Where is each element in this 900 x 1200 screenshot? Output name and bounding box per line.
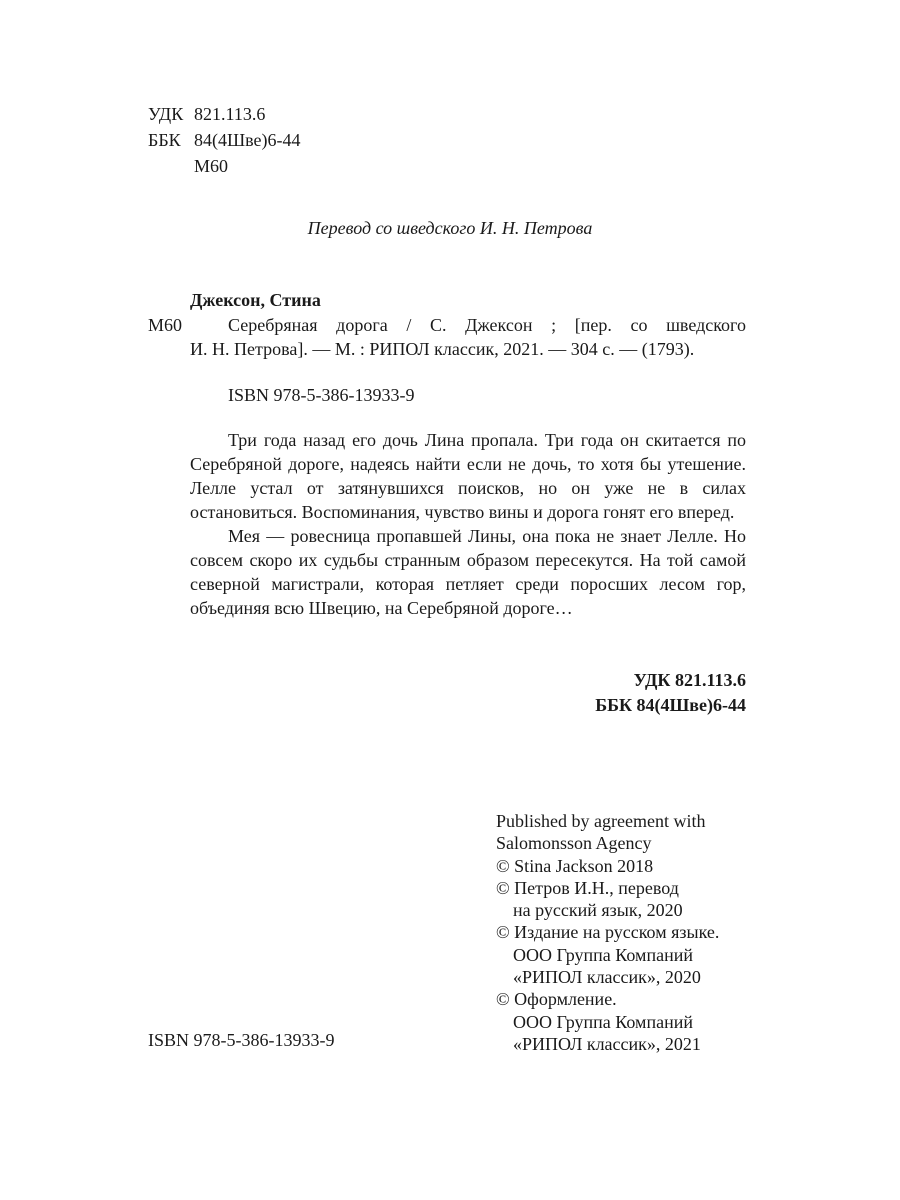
copyright-line: Salomonsson Agency — [496, 833, 652, 854]
translator-note: Перевод со шведского И. Н. Петрова — [307, 218, 593, 238]
bibliographic-description — [190, 313, 746, 361]
bbk-code: ББК 84(4Шве)6-44 — [595, 695, 746, 715]
copyright-line: «РИПОЛ классик», 2021 — [513, 1033, 701, 1054]
header-classification-codes — [148, 101, 301, 179]
udk-code: УДК 821.113.6 — [633, 670, 746, 690]
udk-value: 821.113.6 — [194, 104, 266, 124]
copyright-line: «РИПОЛ классик», 2020 — [513, 967, 701, 988]
catalog-isbn: ISBN 978-5-386-13933-9 — [228, 385, 415, 405]
copyright-line: © Оформление. — [496, 989, 617, 1010]
copyright-line: © Издание на русском языке. — [496, 922, 720, 943]
copyright-line: на русский язык, 2020 — [513, 900, 683, 921]
udk-row — [148, 101, 301, 127]
udk-label: УДК — [148, 104, 184, 124]
annotation-paragraph-1: Три года назад его дочь Лина пропала. Три года он скитается по Серебряной дороге, надеясь найти если не дочь, то хотя бы утешение. Лелле устал от затянувшихся поисков, но он уже не в силах остановиться. Воспоминания, чувство вины и дорога гонят его вперед. — [190, 430, 746, 522]
classification-codes — [595, 668, 746, 718]
catalog-author: Джексон, Стина — [190, 290, 321, 310]
author-mark: М60 — [194, 156, 229, 176]
bbk-row — [148, 127, 301, 153]
copyright-line: © Петров И.Н., перевод — [496, 877, 679, 898]
copyright-line: Published by agreement with — [496, 811, 706, 831]
copyright-line: © Stina Jackson 2018 — [496, 855, 654, 876]
bbk-label: ББК — [148, 130, 181, 150]
annotation-paragraph-2: Мея — ровесница пропавшей Лины, она пока не знает Лелле. Но совсем скоро их судьбы странным образом пересекутся. На той самой северной магистрали, которая петляет среди поросших лесом гор, объединяя всю Швецию, на Серебряной дороге… — [190, 526, 746, 618]
bbk-value: 84(4Шве)6-44 — [194, 130, 301, 150]
bibliographic-line-2: И. Н. Петрова]. — М. : РИПОЛ классик, 2021. — 304 с. — (1793). — [190, 339, 695, 359]
bibliographic-line-1: Серебряная дорога / С. Джексон ; [пер. со шведского — [228, 315, 746, 335]
copyright-line: ООО Группа Компаний — [513, 1011, 693, 1032]
isbn-bottom: ISBN 978-5-386-13933-9 — [148, 1030, 335, 1050]
annotation — [190, 428, 746, 620]
catalog-mark: М60 — [148, 315, 183, 335]
author-mark-row — [148, 153, 301, 179]
copyright-line: ООО Группа Компаний — [513, 944, 693, 965]
copyright-block — [496, 810, 719, 1055]
